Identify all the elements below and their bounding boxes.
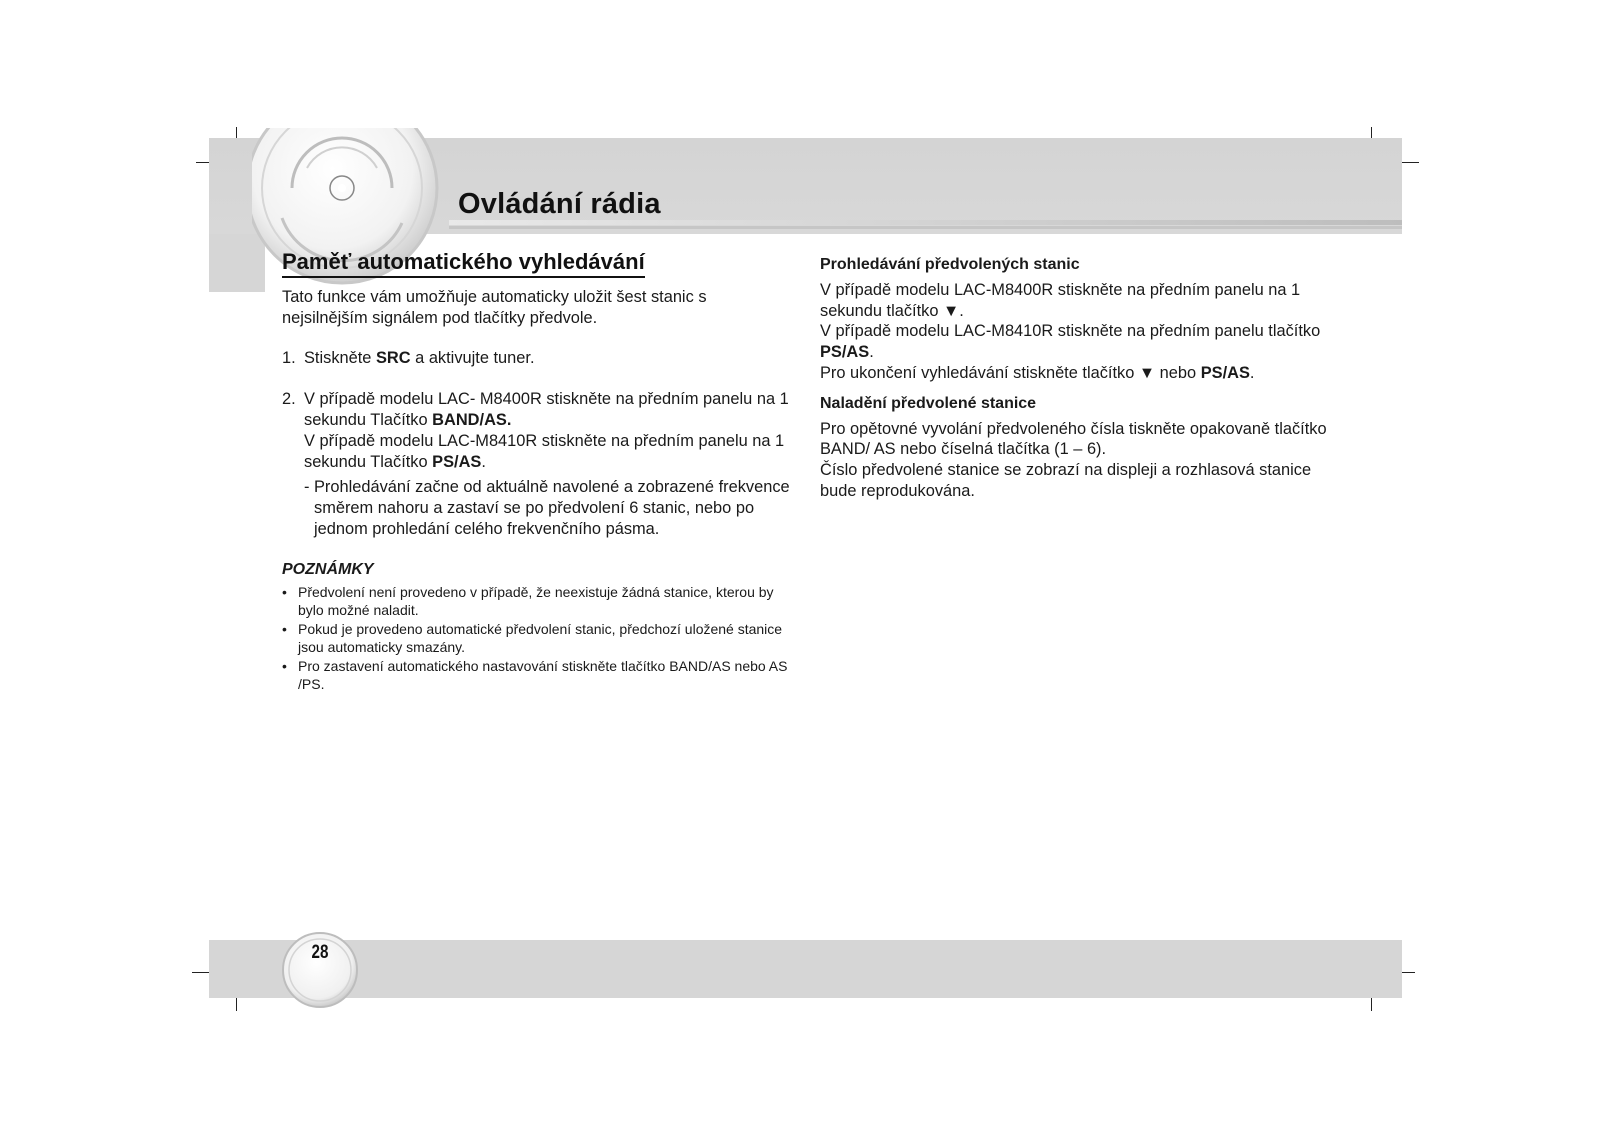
preset-scan-heading: Prohledávání předvolených stanic [820,256,1080,273]
ps-as-key-label: PS/AS [820,343,870,362]
bullet-icon: • [282,620,287,637]
preset-scan-text [820,321,1340,363]
step-1 [282,348,792,369]
bullet-icon: • [282,583,287,600]
left-column [282,249,792,694]
punctuation: . [959,301,964,320]
step-text: Stiskněte [304,349,376,368]
note-item [282,620,792,657]
step-number: 2. [282,390,296,409]
text: nebo [1155,363,1201,382]
down-arrow-icon: ▼ [1138,363,1156,382]
band-as-key-label: BAND/AS. [432,410,512,429]
note-text: Předvolení není provedeno v případě, že neexistuje žádná stanice, kterou by bylo možné naladit. [298,583,774,619]
step-text [304,431,792,473]
preset-tune-text: Pro opětovné vyvolání předvoleného čísla tiskněte opakovaně tlačítko BAND/ AS nebo číselná tlačítka (1 – 6). [820,419,1327,459]
dash-marker: - [304,478,310,497]
ps-as-key-label: PS/AS [1200,363,1250,382]
step-2-detail [282,477,792,539]
preset-tune-text: Číslo předvolené stanice se zobrazí na displeji a rozhlasová stanice bude reprodukována. [820,461,1312,500]
step-text-a: V případě modelu LAC- M8400R stiskněte na předním panelu na 1 sekundu Tlačítko [304,390,789,429]
punctuation: . [481,452,486,471]
section-heading: Paměť automatického vyhledávání [282,252,645,278]
step-2 [282,389,792,472]
punctuation: . [1249,363,1255,382]
text: V případě modelu LAC-M8400R stiskněte na předním panelu na 1 sekundu tlačítko [820,280,1301,320]
ps-as-key-label: PS/AS [432,452,482,471]
note-text: Pro zastavení automatického nastavování stiskněte tlačítko BAND/AS nebo AS /PS. [298,657,788,693]
header-stripe [449,226,1402,229]
notes-title: POZNÁMKY [282,560,374,578]
text: Pro ukončení vyhledávání stiskněte tlačítko [820,363,1139,382]
bullet-icon: • [282,657,287,674]
step-text [304,389,792,431]
punctuation: . [869,343,874,362]
note-item [282,583,792,620]
text: V případě modelu LAC-M8410R stiskněte na předním panelu tlačítko [820,322,1321,341]
footer-band [209,940,1402,998]
step-text: a aktivujte tuner. [410,349,535,368]
note-text: Pokud je provedeno automatické předvolení stanic, předchozí uložené stanice jsou automaticky smazány. [298,620,783,656]
notes-list [282,583,792,694]
step-number: 1. [282,349,296,368]
note-item [282,657,792,694]
preset-scan-text [820,280,1340,322]
preset-tune-heading: Naladění předvolené stanice [820,394,1037,412]
src-key-label: SRC [375,349,411,368]
intro-paragraph: Tato funkce vám umožňuje automaticky uložit šest stanic s nejsilnějším signálem pod tlačítky předvole. [282,287,707,327]
detail-text: Prohledávání začne od aktuálně navolené a zobrazené frekvence směrem nahoru a zastaví se po předvolení 6 stanic, nebo po jednom prohledání celého frekvenčního pásma. [314,478,790,538]
down-arrow-icon: ▼ [943,301,960,320]
page-number: 28 [311,942,329,963]
right-column [820,255,1340,502]
page-title: Ovládání rádia [458,188,661,220]
step-text-b: V případě modelu LAC-M8410R stiskněte na předním panelu na 1 sekundu Tlačítko [304,431,785,471]
preset-scan-text [820,363,1340,384]
